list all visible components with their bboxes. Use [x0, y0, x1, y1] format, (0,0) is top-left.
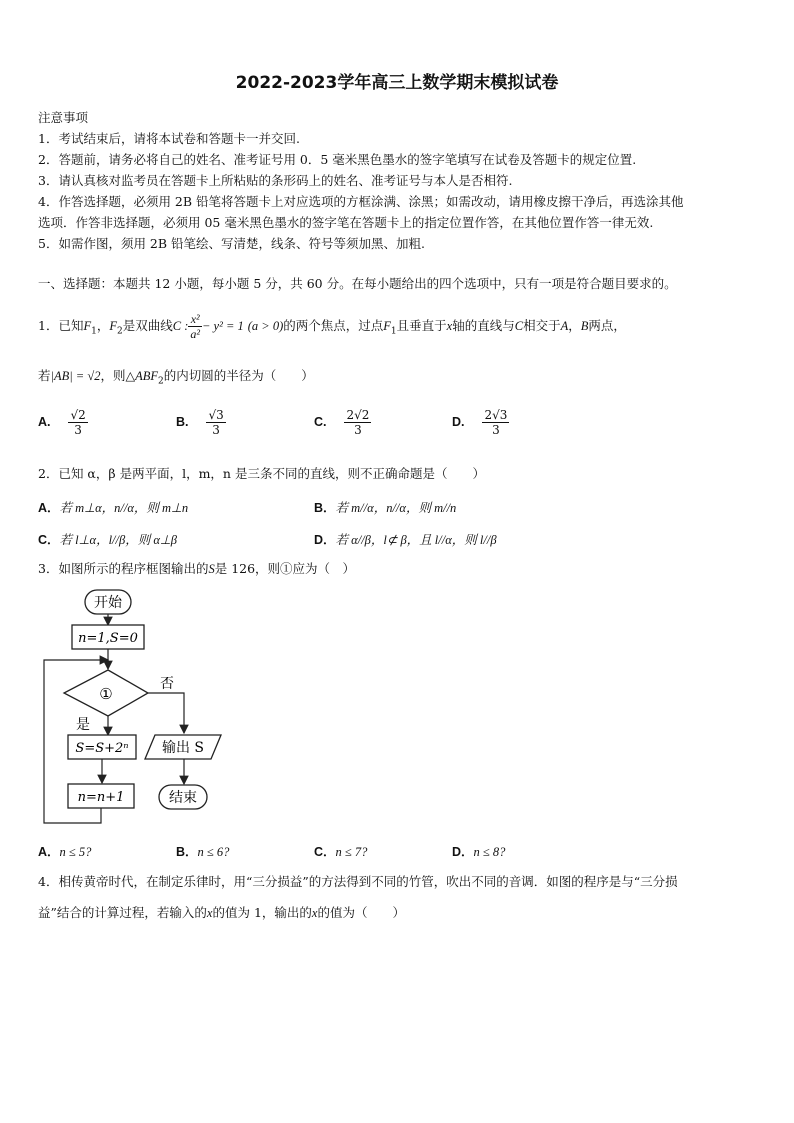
- option-den: 3: [492, 423, 500, 437]
- option-fraction: [344, 408, 371, 437]
- q1-b: B: [580, 319, 589, 333]
- option-letter: D.: [452, 415, 465, 429]
- option-fraction: [482, 408, 509, 437]
- page-title: 2022-2023学年高三上数学期末模拟试卷: [235, 73, 559, 93]
- notice-item-1: 1．考试结束后，请将本试卷和答题卡一并交回.: [38, 131, 300, 146]
- q3-stem: [38, 561, 355, 577]
- option-letter: A.: [38, 415, 51, 429]
- q1-triangle-sub: 2: [158, 376, 164, 387]
- q2-option-c[interactable]: [38, 530, 177, 548]
- notice-item-4: 4．作答选择题，必须用 2B 铅笔将答题卡上对应选项的方框涂满、涂黑；如需改动，请用橡皮擦干净后，再选涂其他: [38, 194, 684, 209]
- option-num: √3: [208, 408, 224, 422]
- option-text: n ≤ 6?: [197, 845, 230, 859]
- q1-text: 相交于: [523, 318, 561, 333]
- notice-item-2: 2．答题前，请务必将自己的姓名、准考证号用 0．5 毫米黑色墨水的签字笔填写在试卷及答题卡的规定位置.: [38, 152, 637, 167]
- q1-a: A: [560, 319, 569, 333]
- q1-x: x: [446, 319, 453, 333]
- flow-condition-label: ①: [99, 685, 113, 703]
- q1-f1-sub: 1: [390, 326, 397, 337]
- notice-heading: 注意事项: [38, 110, 89, 125]
- option-text: n ≤ 8?: [473, 845, 506, 859]
- q1-f2-sub: 2: [116, 326, 123, 337]
- q1-x-fraction: [188, 312, 202, 341]
- flow-init-label: n=1,S=0: [78, 631, 138, 646]
- flow-end-label: 结束: [169, 790, 197, 806]
- q2-option-d[interactable]: [314, 530, 497, 548]
- q2-option-b[interactable]: [314, 498, 456, 516]
- q4-stem-line1: 4．相传黄帝时代，在制定乐律时，用“三分损益”的方法得到不同的竹管，吹出不同的音调．如图的程序是与“三分损: [38, 874, 678, 889]
- option-den: 3: [74, 423, 82, 437]
- q1-option-a[interactable]: [38, 408, 88, 437]
- q4-x: x: [311, 906, 318, 920]
- q1-c: C: [514, 319, 524, 333]
- q4-text: 的值为 1，输出的: [212, 905, 312, 920]
- q1-comma: ，: [96, 318, 110, 333]
- option-text: 若 l⊥α，l//β，则 α⊥β: [59, 533, 178, 547]
- q4-x: x: [206, 906, 213, 920]
- q1-x-num: x²: [188, 312, 202, 327]
- q1-f1-sub: 1: [91, 326, 97, 337]
- option-text: n ≤ 5?: [59, 845, 92, 859]
- q1-equation: − y² = 1: [201, 319, 244, 333]
- q1-triangle: ABF: [135, 369, 159, 383]
- flow-arrow: [148, 693, 184, 733]
- q1-text: 是双曲线: [122, 318, 173, 333]
- flow-no-label: 否: [160, 676, 174, 692]
- q4-stem-line2: [38, 905, 405, 921]
- option-letter: B．: [314, 501, 336, 515]
- option-num: 2√2: [346, 408, 370, 422]
- q1-f1: F: [83, 319, 92, 333]
- q3-s: S: [208, 562, 215, 576]
- q3-option-d[interactable]: [452, 842, 505, 860]
- q1-text: 且垂直于: [396, 318, 447, 333]
- q4-text: 的值为（ ）: [317, 905, 405, 920]
- q1-text: 的两个焦点，过点: [283, 318, 384, 333]
- section-heading: 一、选择题：本题共 12 小题，每小题 5 分，共 60 分。在每小题给出的四个选项中，只有一项是符合题目要求的。: [38, 276, 677, 291]
- q3-option-c[interactable]: [314, 842, 367, 860]
- flow-start-label: 开始: [94, 595, 122, 611]
- option-text: 若 m⊥α，n//α，则 m⊥n: [59, 501, 189, 515]
- q3-option-a[interactable]: [38, 842, 91, 860]
- option-letter: A．: [38, 501, 60, 515]
- option-num: 2√3: [484, 408, 508, 422]
- q1-text: 1．已知: [38, 318, 84, 333]
- option-den: 3: [354, 423, 362, 437]
- q1-f1: F: [383, 319, 391, 333]
- q1-option-d[interactable]: [452, 408, 509, 437]
- option-text: 若 α//β，l⊄ β，且 l//α，则 l//β: [335, 533, 497, 547]
- q1-text: 轴的直线与: [452, 318, 515, 333]
- q1-text: 若: [38, 368, 51, 383]
- q1-ab-condition: |AB| = √2: [50, 369, 101, 383]
- q1-curve-name: C :: [172, 319, 189, 333]
- option-letter: D．: [452, 845, 474, 859]
- q1-option-b[interactable]: [176, 408, 226, 437]
- option-text: 若 m//α，n//α，则 m//n: [335, 501, 457, 515]
- q1-stem-line2: [38, 368, 314, 390]
- q2-stem: 2．已知 α，β 是两平面，l，m，n 是三条不同的直线，则不正确命题是（ ）: [38, 466, 485, 481]
- option-letter: B.: [176, 415, 189, 429]
- q3-option-b[interactable]: [176, 842, 229, 860]
- option-den: 3: [212, 423, 220, 437]
- flow-yes-label: 是: [76, 717, 90, 733]
- option-letter: C．: [38, 533, 60, 547]
- q1-stem-line1: [38, 312, 626, 345]
- notice-item-5: 5．如需作图，须用 2B 铅笔绘、写清楚，线条、符号等须加黑、加粗.: [38, 236, 426, 251]
- option-letter: C．: [314, 845, 336, 859]
- option-letter: C.: [314, 415, 327, 429]
- flow-assign-label: S=S+2ⁿ: [75, 741, 129, 756]
- q1-x-den: a²: [190, 327, 200, 341]
- q1-option-c[interactable]: [314, 408, 371, 437]
- option-num: √2: [70, 408, 86, 422]
- flow-incr-label: n=n+1: [77, 790, 125, 805]
- flowchart: [40, 585, 240, 827]
- option-fraction: [68, 408, 87, 437]
- q1-condition: (a > 0): [247, 319, 284, 333]
- q1-text: 两点，: [588, 318, 626, 333]
- option-fraction: [206, 408, 225, 437]
- q4-text: 益”结合的计算过程，若输入的: [38, 905, 207, 920]
- q1-text: ，则△: [100, 368, 136, 383]
- q3-text: 3．如图所示的程序框图输出的: [38, 561, 209, 576]
- flow-output-label: 输出 S: [161, 740, 205, 756]
- notice-item-4-cont: 选项．作答非选择题，必须用 05 毫米黑色墨水的签字笔在答题卡上的指定位置作答，在其他位置作答一律无效.: [38, 215, 654, 230]
- q3-text: 是 126，则①应为（ ）: [214, 561, 356, 576]
- option-letter: B．: [176, 845, 198, 859]
- q1-comma: ，: [568, 318, 581, 333]
- q1-text: 的内切圆的半径为（ ）: [163, 368, 314, 383]
- notice-item-3: 3．请认真核对监考员在答题卡上所粘贴的条形码上的姓名、准考证号与本人是否相符.: [38, 173, 513, 188]
- q1-f2: F: [109, 319, 117, 333]
- q2-option-a[interactable]: [38, 498, 188, 516]
- option-text: n ≤ 7?: [335, 845, 368, 859]
- option-letter: A．: [38, 845, 60, 859]
- option-letter: D．: [314, 533, 336, 547]
